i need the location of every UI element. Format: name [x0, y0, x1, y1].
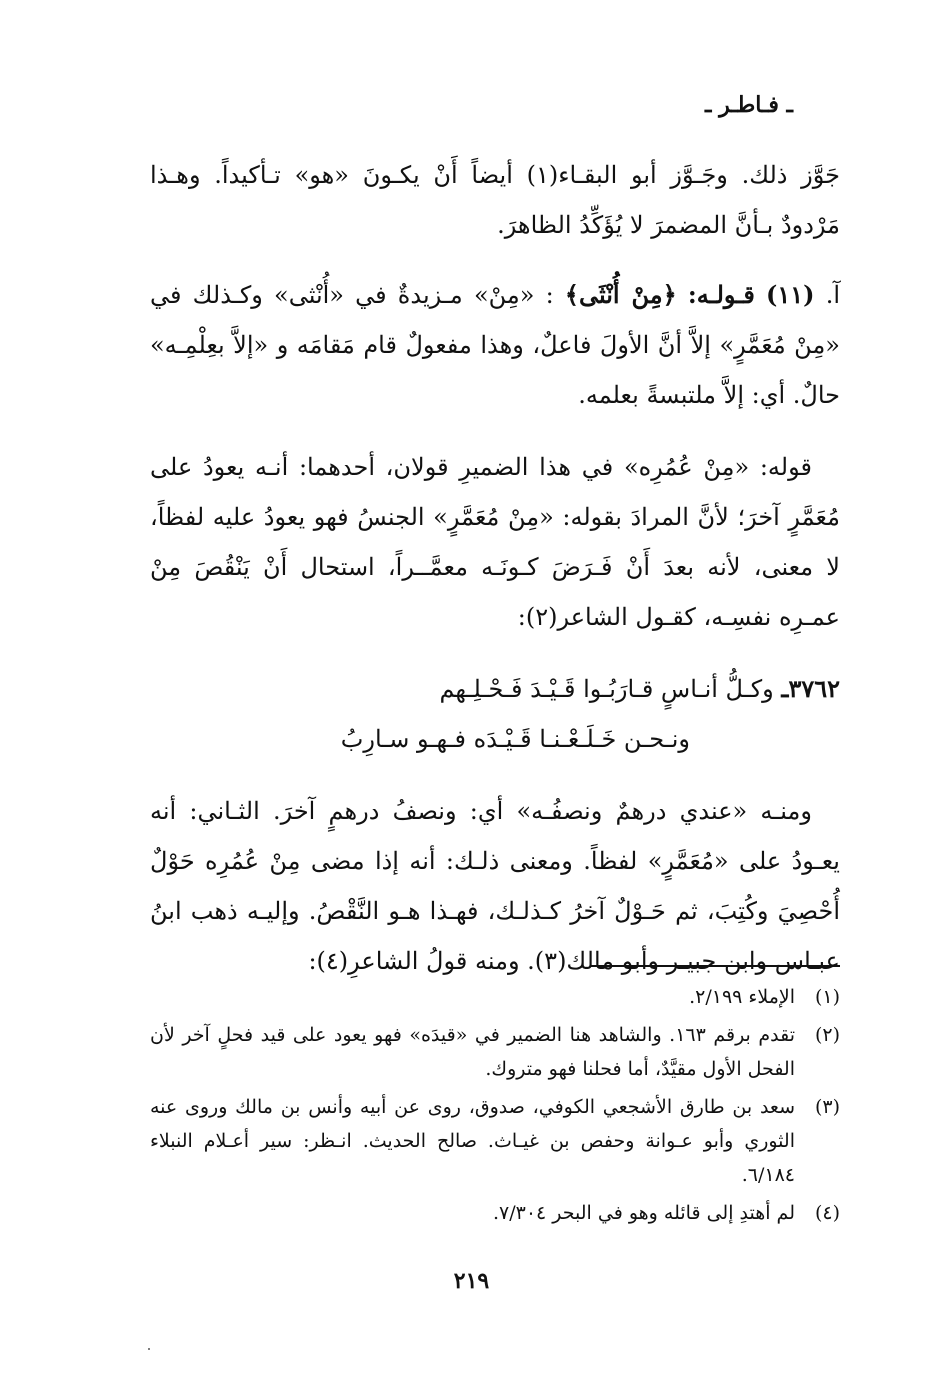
paragraph-3	[150, 786, 840, 986]
poem-number: ٣٧٦٢ـ	[781, 674, 840, 703]
paragraph-1: جَوَّز ذلك. وجَـوَّز أبو البقـاء(١) أيضاً أَنْ يكـونَ «هو» تـأكيداً. وهـذا مَرْدودٌ بـأنَّ المضمرَ لا يُؤَكِّدُ الظاهرَ.	[150, 161, 840, 239]
footnote-text: لم أهتدِ إلى قائله وهو في البحر ٧/٣٠٤.	[492, 1202, 795, 1224]
poem-line-2: ونـحـن خَـلَـعْـنـا قَـيْـدَه فـهـو سـارِبُ	[340, 725, 690, 753]
paragraph-3-text: ومنـه «عندي درهمٌ ونصفُـه» أي: ونصفُ درهمٍ آخرَ. الثـاني: أنه يعـودُ على «مُعَمَّرٍ» لفظاً. ومعنى ذلـك: أنه إذا مضى مِنْ عُمُرِه حَوْلٌ أُحْصِيَ وكُتِبَ، ثم حَـوْلٌ آخرُ كـذلـك، فهـذا هـو النَّقْصُ. وإليـه ذهب ابنُ عبـاس وابن جبيـر وأبو مالك(٣). ومنه قولُ الشاعرِ(٤):	[150, 797, 840, 975]
verse-commentary-text: : «مِنْ» مـزيدةٌ في «أُنْثى» وكـذلك في «مِنْ مُعَمَّرٍ» إلاَّ أنَّ الأولَ فاعلٌ، وهذا مفعولٌ قام مَقامَه و «إلاَّ بعِلْمِـه» حالٌ. أي: إلاَّ ملتبسةً بعلمه.	[150, 281, 840, 409]
footnote-text: تقدم برقم ١٦٣. والشاهد هنا الضمير في «قيدَه» فهو يعود على قيد فحلٍ آخر لأن الفحل الأول مقيَّدٌ، أما فحلنا فهو متروك.	[150, 1024, 795, 1080]
footnote-number: (١)	[814, 986, 840, 1008]
verse-commentary	[150, 270, 840, 420]
footnote-divider	[590, 965, 840, 967]
footnote-4	[150, 1196, 840, 1230]
poem-first-hemistich: وكـلُّ أنـاسٍ قـارَبُـوا قَـيْـدَ فَـحْـلِـهم	[439, 675, 774, 703]
poem-block	[150, 664, 840, 764]
footnote-text: سعد بن طارق الأشجعي الكوفي، صدوق، روى عن أبيه وأنس بن مالك وروى عنه الثوري وأبو عـوانة وحفص بن غيـاث. صالح الحديث. انـظر: سير أعـلام النبلاء ٦/١٨٤.	[150, 1096, 795, 1186]
verse-number: (١١)	[766, 280, 815, 309]
verse-marker: آ.	[825, 281, 840, 309]
poem-line-1	[150, 664, 840, 714]
verse-quote: ﴿مِنْ أُنْثَى﴾	[564, 280, 677, 309]
footnotes	[150, 980, 840, 1234]
scan-speck	[148, 1348, 150, 1350]
footnote-3	[150, 1090, 840, 1192]
running-header: ـ فـاطـر ـ	[705, 92, 793, 118]
paragraph-2	[150, 442, 840, 642]
footnote-number: (٤)	[814, 1202, 840, 1224]
footnote-text: الإملاء ٢/١٩٩.	[689, 986, 795, 1008]
main-text	[150, 150, 840, 1008]
footnote-number: (٣)	[814, 1096, 840, 1118]
page-number: ٢١٩	[453, 1268, 490, 1294]
verse-label: قـولـه:	[687, 280, 755, 309]
footnote-1	[150, 980, 840, 1014]
paragraph-2-text: قوله: «مِنْ عُمُرِه» في هذا الضميرِ قولان، أحدهما: أنـه يعودُ على مُعَمَّرٍ آخرَ؛ لأنَّ المرادَ بقوله: «مِنْ مُعَمَّرٍ» الجنسُ فهو يعودُ عليه لفظاً، لا معنى، لأنه بعدَ أَنْ فَـرَضَ كـونَـه معمَّــراً، استحال أَنْ يَنْقُصَ مِنْ عمـرِه نفسِـه، كقـول الشاعر(٢):	[150, 453, 840, 631]
footnote-number: (٢)	[814, 1024, 840, 1046]
footnote-2	[150, 1018, 840, 1086]
